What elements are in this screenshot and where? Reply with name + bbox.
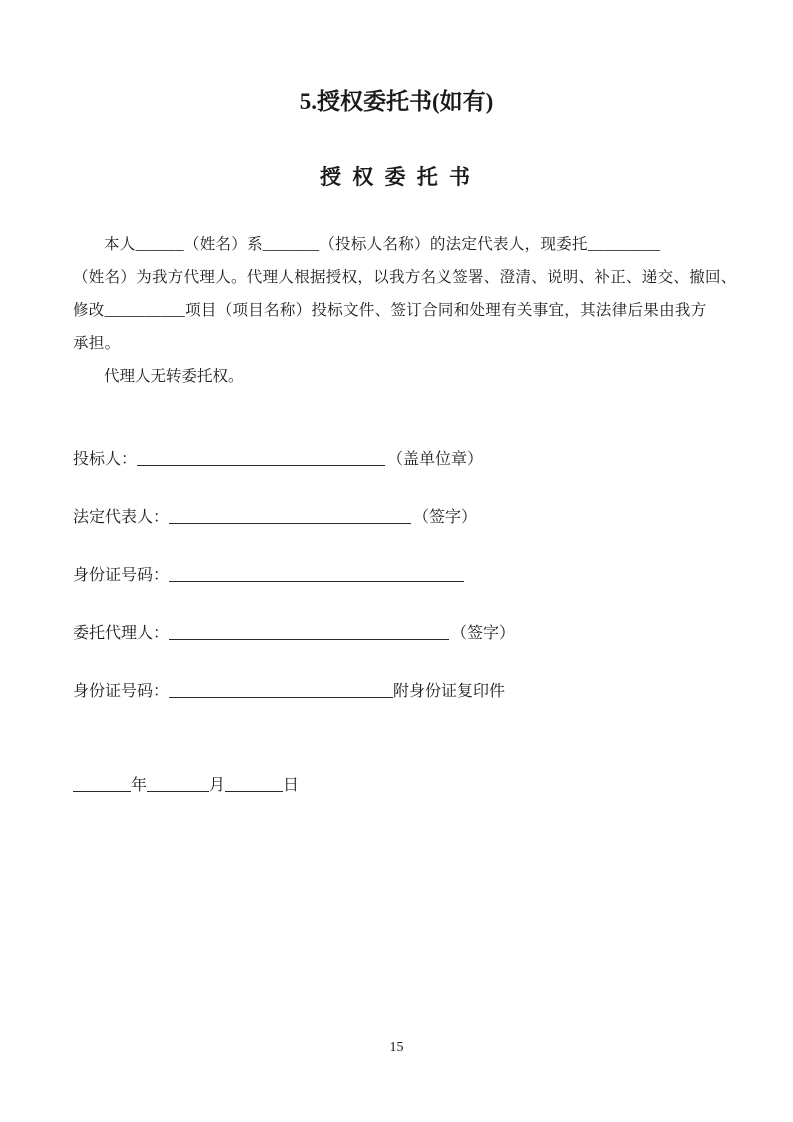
date-blank-year: [73, 775, 131, 792]
field-blank-id-number-2: [169, 681, 393, 698]
field-label-bidder: 投标人：: [73, 451, 138, 468]
day-label: 日: [283, 777, 300, 794]
authorization-paragraph: [73, 228, 737, 360]
field-blank-authorized-agent: [169, 623, 449, 640]
date-blank-month: [147, 775, 209, 792]
section-title: 5.授权委托书(如有): [299, 89, 494, 114]
paragraph-line: 本人______（姓名）系_______（投标人名称）的法定代表人，现委托_________: [104, 236, 661, 253]
field-blank-legal-representative: [169, 507, 411, 524]
paragraph-line: 承担。: [73, 335, 121, 352]
field-label-id-number-1: 身份证号码：: [73, 567, 170, 584]
month-label: 月: [209, 777, 226, 794]
field-row-id-number-1: [73, 565, 720, 586]
field-label-legal-representative: 法定代表人：: [73, 509, 170, 526]
year-label: 年: [131, 777, 148, 794]
field-row-id-number-2: [73, 681, 720, 702]
field-suffix-legal-representative: （签字）: [413, 509, 478, 526]
field-suffix-bidder: （盖单位章）: [387, 451, 484, 468]
page-number: 15: [389, 1040, 404, 1055]
date-blank-day: [225, 775, 283, 792]
paragraph-line: 修改__________项目（项目名称）投标文件、签订合同和处理有关事宜，其法律后果由我方: [73, 302, 707, 319]
field-blank-bidder: [137, 449, 385, 466]
field-row-authorized-agent: [73, 623, 720, 644]
field-row-legal-representative: [73, 507, 720, 528]
field-label-authorized-agent: 委托代理人：: [73, 625, 170, 642]
field-row-bidder: [73, 449, 720, 470]
date-line: [73, 775, 720, 796]
field-suffix-authorized-agent: （签字）: [451, 625, 516, 642]
field-suffix-id-number-2: 附身份证复印件: [393, 683, 506, 700]
field-label-id-number-2: 身份证号码：: [73, 683, 170, 700]
no-subdelegation-note: 代理人无转委托权。: [104, 368, 244, 385]
field-blank-id-number-1: [169, 565, 464, 582]
paragraph-line: （姓名）为我方代理人。代理人根据授权，以我方名义签署、澄清、说明、补正、递交、撤回、: [73, 269, 737, 286]
signature-fields: [73, 449, 720, 702]
document-title: 授 权 委 托 书: [320, 165, 473, 189]
